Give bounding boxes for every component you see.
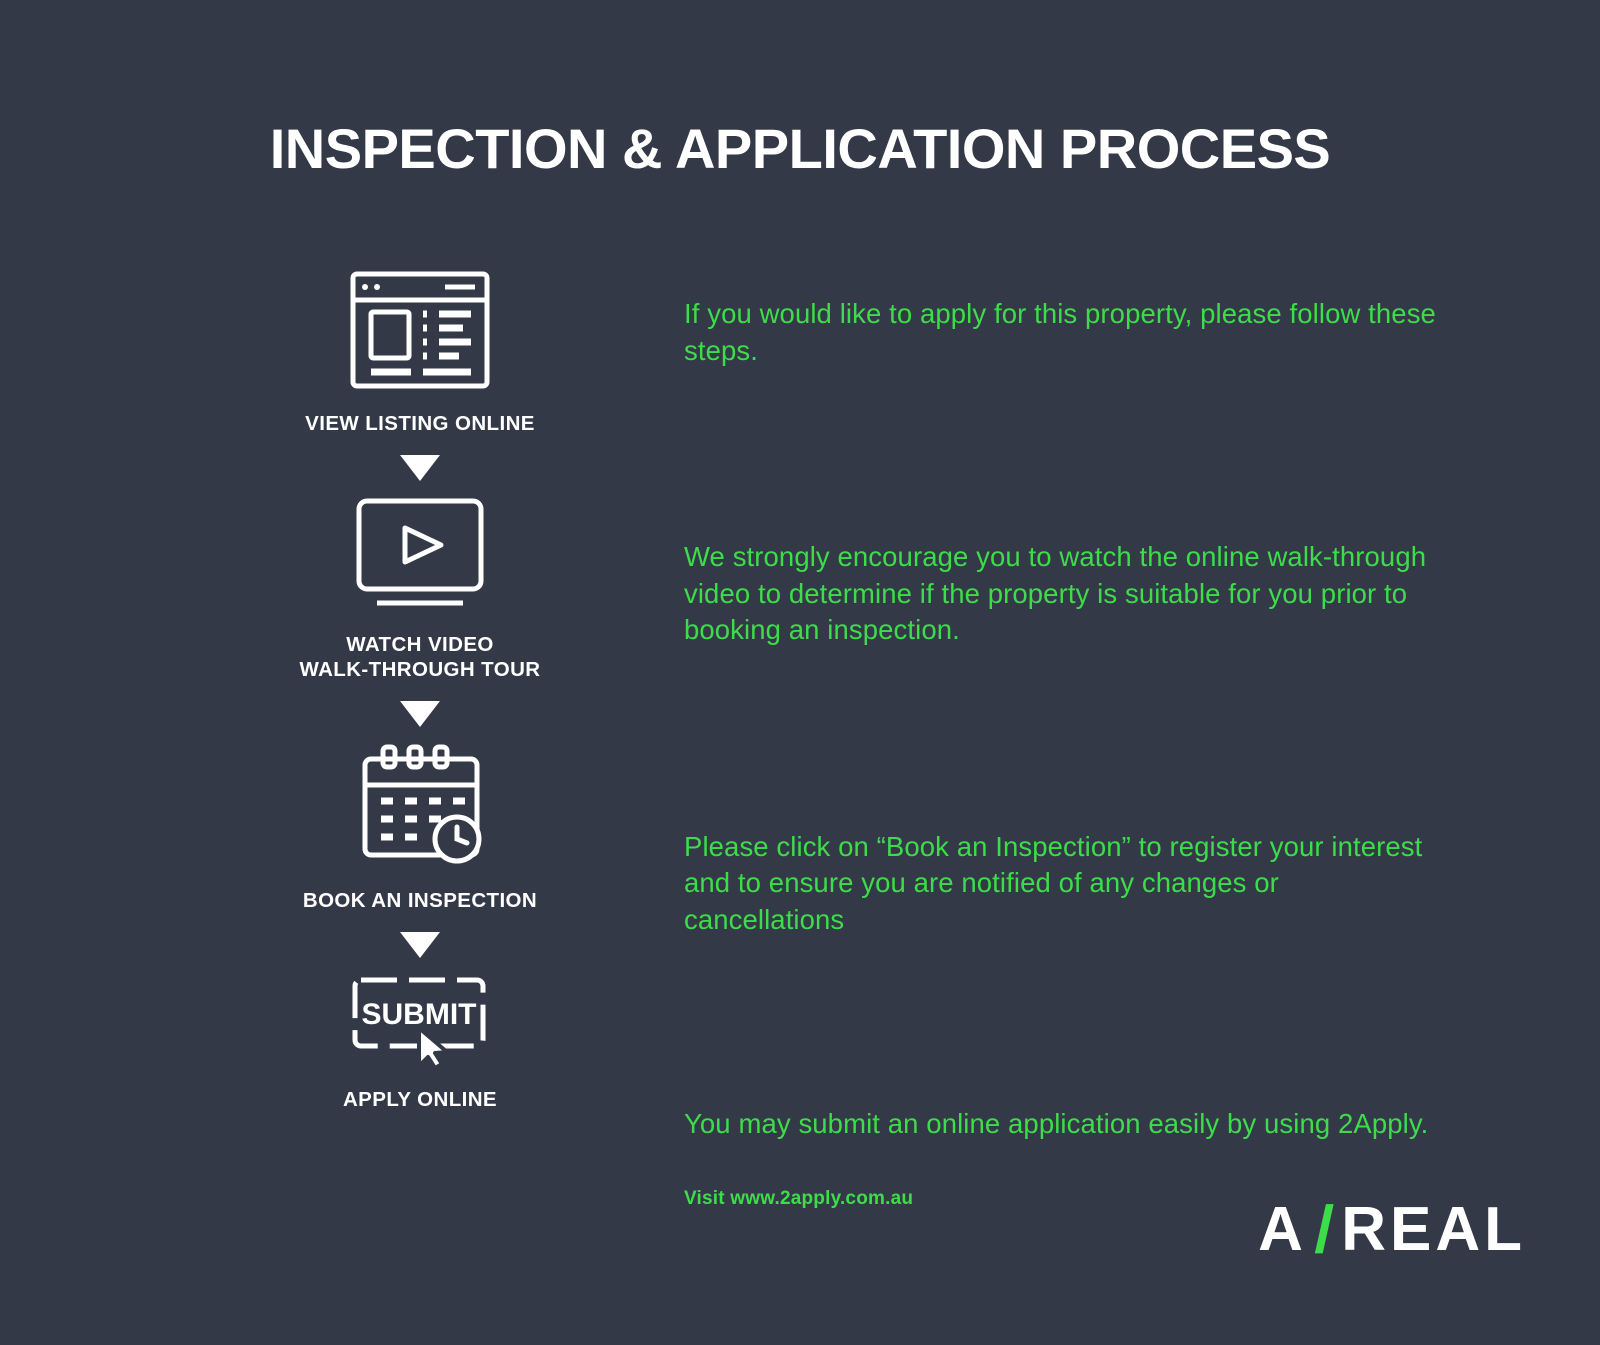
description-2: We strongly encourage you to watch the online walk-through video to determine if the property is suitable for you prior to booking an inspection. [684, 541, 1427, 646]
page-title: INSPECTION & APPLICATION PROCESS [269, 117, 1331, 180]
submit-button-cursor-icon [345, 972, 495, 1073]
steps-flow [250, 268, 590, 1112]
step-label-line2: WALK-THROUGH TOUR [299, 658, 541, 682]
flow-arrow-down-icon [400, 455, 440, 481]
descriptions-column [684, 296, 1444, 1210]
step-apply-online [250, 972, 590, 1113]
logo-word: REAL [1341, 1194, 1526, 1264]
browser-listing-icon [349, 268, 491, 397]
logo-slash-icon: / [1313, 1192, 1337, 1266]
step-label: BOOK AN INSPECTION [302, 888, 538, 912]
step-label [299, 632, 540, 683]
calendar-clock-icon [349, 741, 491, 874]
logo-letter: A [1258, 1194, 1305, 1264]
step-view-listing-online [250, 268, 590, 437]
step-label: APPLY ONLINE [342, 1087, 498, 1111]
visit-link[interactable]: Visit www.2apply.com.au [684, 1188, 914, 1210]
flow-arrow-down-icon [400, 701, 440, 727]
flow-arrow-down-icon [400, 932, 440, 958]
svg-text:SUBMIT: SUBMIT [361, 997, 477, 1031]
brand-logo [1258, 1191, 1526, 1267]
step-book-inspection [250, 741, 590, 914]
step-label-line1: WATCH VIDEO [346, 632, 494, 656]
video-play-icon [349, 495, 491, 618]
description-1: If you would like to apply for this property, please follow these steps. [684, 298, 1436, 366]
step-label: VIEW LISTING ONLINE [305, 412, 535, 435]
step-watch-video [250, 495, 590, 683]
description-3: Please click on “Book an Inspection” to register your interest and to ensure you are notified of any changes or cancellations [684, 830, 1423, 935]
description-4: You may submit an online application easily by using 2Apply. [684, 1107, 1429, 1139]
